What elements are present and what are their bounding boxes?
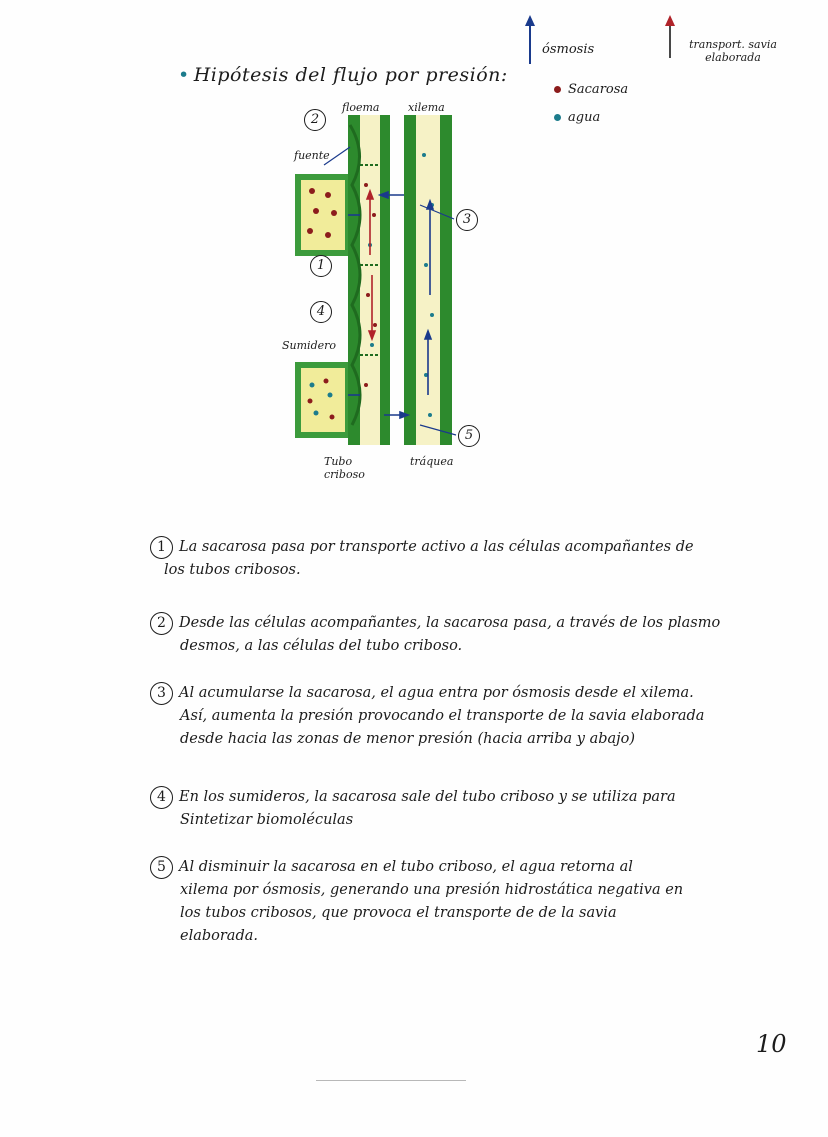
title-text: Hipótesis del flujo por presión: <box>193 64 508 86</box>
bullet-icon: • <box>178 64 190 86</box>
paragraph-4 <box>150 786 760 832</box>
paragraph-5-text1: Al disminuir la sacarosa en el tubo criboso, el agua retorna al <box>179 859 633 875</box>
page-title <box>178 64 508 86</box>
legend-sacarosa-label: Sacarosa <box>568 82 629 97</box>
paragraph-1-text1: La sacarosa pasa por transporte activo a las células acompañantes de <box>179 539 694 555</box>
paragraph-5-line3: los tubos cribosos, que provoca el transporte de de la savia <box>180 905 617 921</box>
sink-cell <box>298 365 348 435</box>
paragraph-2 <box>150 612 760 658</box>
paragraph-3-line1 <box>150 682 760 705</box>
fuente-label: fuente <box>294 149 330 162</box>
legend-transport: transport. savia elaborada <box>689 38 777 64</box>
legend-agua <box>554 110 600 125</box>
paragraph-5-line1 <box>150 856 760 879</box>
footer-divider <box>316 1080 466 1081</box>
marker-1: 1 <box>310 255 332 277</box>
paragraph-1-line1 <box>150 536 760 559</box>
paragraph-5-number: 5 <box>150 856 173 879</box>
paragraph-3-line3: desde hacia las zonas de menor presión (hacia arriba y abajo) <box>180 731 636 747</box>
marker-5: 5 <box>458 425 480 447</box>
sumidero-label: Sumidero <box>282 339 337 352</box>
paragraph-3-line2: Así, aumenta la presión provocando el transporte de la savia elaborada <box>180 708 705 724</box>
phloem-wall-right <box>380 115 390 445</box>
paragraph-3-number: 3 <box>150 682 173 705</box>
paragraph-5 <box>150 856 760 948</box>
legend <box>520 14 820 134</box>
agua-dot-icon <box>554 114 561 121</box>
paragraph-4-text1: En los sumideros, la sacarosa sale del tubo criboso y se utiliza para <box>179 789 676 805</box>
paragraph-2-line1 <box>150 612 760 635</box>
marker-4: 4 <box>310 301 332 323</box>
paragraph-4-number: 4 <box>150 786 173 809</box>
sacarosa-dot-icon <box>554 86 561 93</box>
traquea-label: tráquea <box>410 455 454 468</box>
paragraph-1-number: 1 <box>150 536 173 559</box>
xylem-lumen <box>416 115 440 445</box>
xylem-wall-left <box>404 115 416 445</box>
legend-sacarosa <box>554 82 628 97</box>
paragraph-3 <box>150 682 760 751</box>
osmosis-arrowhead-icon <box>525 15 535 26</box>
paragraph-4-line1 <box>150 786 760 809</box>
paragraph-2-number: 2 <box>150 612 173 635</box>
paragraph-5-line2: xilema por ósmosis, generando una presión hidrostática negativa en <box>180 882 684 898</box>
xylem-wall-right <box>440 115 452 445</box>
source-cell <box>298 177 348 253</box>
marker-3: 3 <box>456 209 478 231</box>
paragraph-5-line4: elaborada. <box>180 928 258 944</box>
paragraph-2-text1: Desde las células acompañantes, la sacarosa pasa, a través de los plasmo <box>179 615 721 631</box>
paragraph-2-line2: desmos, a las células del tubo criboso. <box>180 638 463 654</box>
floema-label: floema <box>342 101 380 114</box>
xilema-label: xilema <box>408 101 445 114</box>
legend-agua-label: agua <box>568 110 601 125</box>
paragraph-1 <box>150 536 760 582</box>
paragraph-3-text1: Al acumularse la sacarosa, el agua entra por ósmosis desde el xilema. <box>179 685 694 701</box>
tubo-criboso-label: Tubo criboso <box>324 455 365 481</box>
transport-arrowhead-icon <box>665 15 675 26</box>
legend-osmosis: ósmosis <box>542 42 595 57</box>
paragraph-1-line2: los tubos cribosos. <box>164 562 301 578</box>
marker-2: 2 <box>304 109 326 131</box>
page-number: 10 <box>756 1030 787 1058</box>
paragraph-4-line2: Sintetizar biomoléculas <box>180 812 354 828</box>
